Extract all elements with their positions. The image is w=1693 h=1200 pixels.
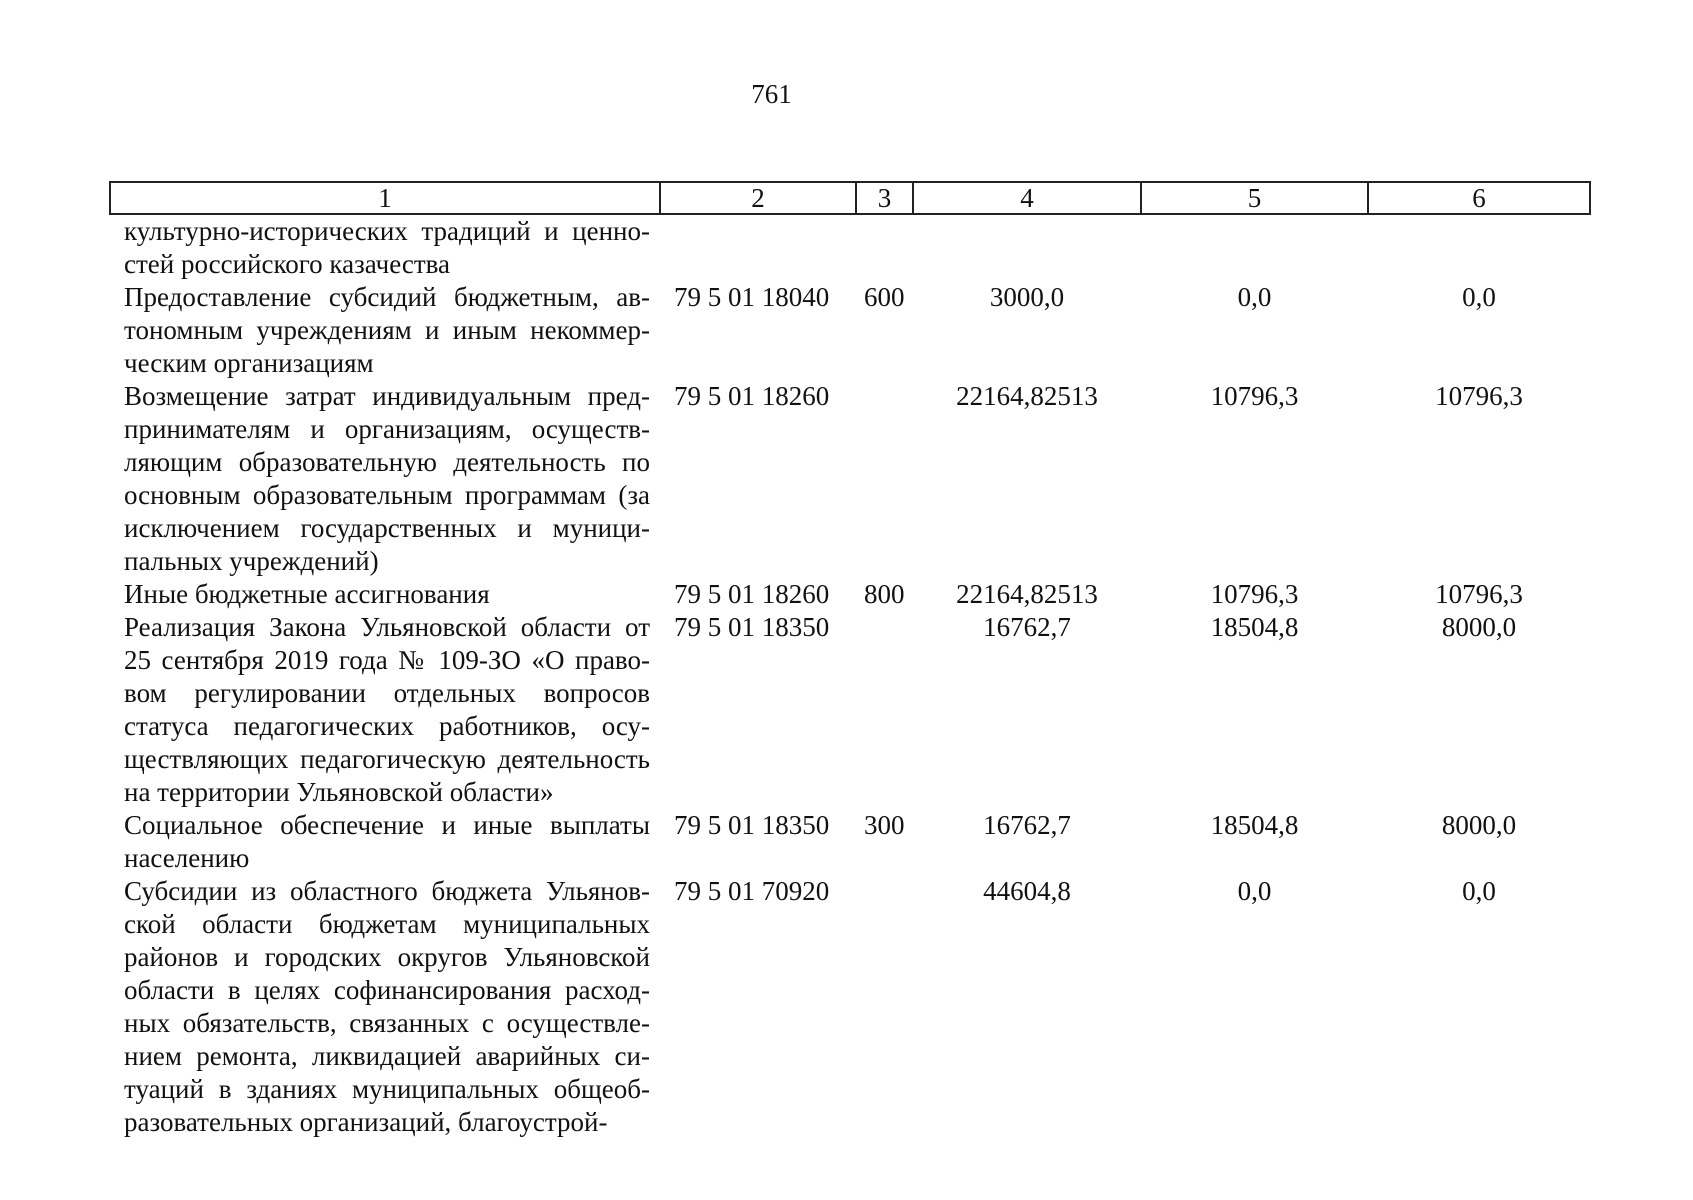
budget-table bbox=[109, 181, 1591, 1139]
row-value-col4: 44604,8 bbox=[983, 876, 1071, 906]
row-value-col6: 8000,0 bbox=[1441, 810, 1517, 840]
table-row bbox=[110, 809, 1590, 875]
row-code: 79 5 01 18260 bbox=[674, 381, 830, 411]
row-name: Субсидии из областного бюджета Ульяновской области бюджетам муниципальных районов и городских округов Ульяновской области в целях софинансирования расходных обязательств, связанных с осуществлением ремонта, ликвидацией аварийных ситуаций в зданиях муниципальных общеобразовательных организаций, благоустрой- bbox=[124, 876, 650, 1137]
row-value-col4: 22164,82513 bbox=[956, 579, 1098, 609]
row-name: Социальное обеспечение и иные выплаты населению bbox=[124, 810, 650, 873]
row-value-col5: 10796,3 bbox=[1210, 381, 1299, 411]
row-expense-type bbox=[856, 875, 913, 1139]
row-value-col4: 16762,7 bbox=[983, 612, 1071, 642]
row-name: Предоставление субсидий бюджетным, автономным учреждениям и иным некоммерческим организациям bbox=[124, 282, 650, 378]
row-value-col4: 16762,7 bbox=[983, 810, 1071, 840]
table-row bbox=[110, 875, 1590, 1139]
row-value-col6 bbox=[1368, 214, 1590, 281]
row-expense-type: 600 bbox=[864, 282, 905, 312]
row-value-col6: 0,0 bbox=[1462, 876, 1496, 906]
header-row bbox=[110, 182, 1590, 214]
row-value-col6: 10796,3 bbox=[1435, 381, 1523, 411]
row-code: 79 5 01 18260 bbox=[674, 579, 830, 609]
page-number bbox=[0, 78, 1693, 110]
row-code bbox=[660, 214, 856, 281]
table-row bbox=[110, 281, 1590, 380]
row-value-col6: 8000,0 bbox=[1441, 612, 1517, 642]
row-value-col5: 0,0 bbox=[1237, 876, 1272, 906]
row-expense-type bbox=[856, 611, 913, 809]
header-col-3: 3 bbox=[856, 182, 913, 214]
table-row bbox=[110, 578, 1590, 611]
row-value-col6: 0,0 bbox=[1462, 282, 1496, 312]
row-code: 79 5 01 18350 bbox=[674, 810, 830, 840]
row-name: Иные бюджетные ассигнования bbox=[124, 579, 490, 609]
row-value-col4: 3000,0 bbox=[989, 282, 1065, 312]
row-expense-type: 800 bbox=[864, 579, 905, 609]
row-expense-type bbox=[856, 214, 913, 281]
table-header bbox=[110, 182, 1590, 214]
table-row bbox=[110, 214, 1590, 281]
row-value-col5 bbox=[1141, 214, 1368, 281]
table-body bbox=[110, 214, 1590, 1139]
page-number-text: 761 bbox=[751, 79, 792, 109]
row-value-col6: 10796,3 bbox=[1435, 579, 1523, 609]
table-row bbox=[110, 380, 1590, 578]
row-value-col5: 10796,3 bbox=[1210, 579, 1299, 609]
header-col-1: 1 bbox=[110, 182, 660, 214]
row-value-col5: 18504,8 bbox=[1210, 612, 1299, 642]
row-value-col4 bbox=[913, 214, 1141, 281]
header-col-2: 2 bbox=[660, 182, 856, 214]
row-expense-type: 300 bbox=[864, 810, 905, 840]
header-col-6: 6 bbox=[1368, 182, 1590, 214]
row-value-col5: 0,0 bbox=[1237, 282, 1272, 312]
header-col-4: 4 bbox=[913, 182, 1141, 214]
row-code: 79 5 01 18350 bbox=[674, 612, 830, 642]
row-code: 79 5 01 70920 bbox=[674, 876, 830, 906]
row-code: 79 5 01 18040 bbox=[674, 282, 830, 312]
row-value-col4: 22164,82513 bbox=[956, 381, 1098, 411]
row-name: культурно-исторических традиций и ценностей российского казачества bbox=[124, 216, 650, 279]
row-value-col5: 18504,8 bbox=[1210, 810, 1299, 840]
header-col-5: 5 bbox=[1141, 182, 1368, 214]
table-row bbox=[110, 611, 1590, 809]
row-expense-type bbox=[856, 380, 913, 578]
row-name: Реализация Закона Ульяновской области от 25 сентября 2019 года № 109-ЗО «О правовом регулировании отдельных вопросов статуса педагогических работников, осуществляющих педагогическую деятельность на территории Ульяновской области» bbox=[124, 612, 650, 807]
row-name: Возмещение затрат индивидуальным предпринимателям и организациям, осуществляющим образовательную деятельность по основным образовательным программам (за исключением государственных и муниципальных учреждений) bbox=[124, 381, 650, 576]
